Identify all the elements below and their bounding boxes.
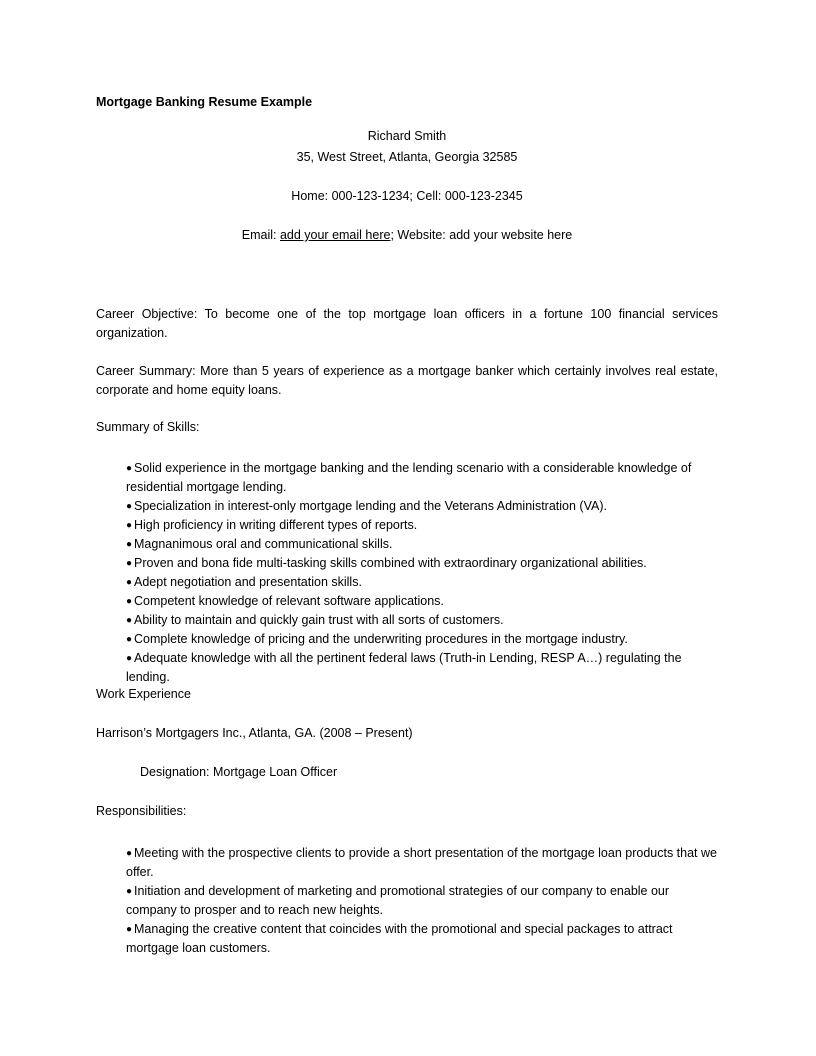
bullet-icon: ●: [126, 924, 133, 935]
skill-item: [126, 649, 718, 687]
skill-item-text: High proficiency in writing different types of reports.: [134, 518, 418, 532]
bullet-icon: ●: [126, 577, 133, 588]
candidate-phones: Home: 000-123-1234; Cell: 000-123-2345: [291, 189, 523, 203]
bullet-icon: ●: [126, 463, 133, 474]
skill-item: [126, 459, 718, 497]
skill-item-text: Magnanimous oral and communicational skills.: [134, 537, 393, 551]
skill-item: [126, 516, 718, 535]
bullet-icon: ●: [126, 539, 133, 550]
skill-item: [126, 554, 718, 573]
candidate-address: 35, West Street, Atlanta, Georgia 32585: [296, 150, 518, 164]
bullet-icon: ●: [126, 848, 133, 859]
skill-item: [126, 611, 718, 630]
skill-item: [126, 573, 718, 592]
skills-list: [126, 459, 718, 687]
responsibilities-list: [126, 844, 718, 958]
bullet-icon: ●: [126, 615, 133, 626]
responsibility-item: [126, 882, 718, 920]
employer-line: Harrison’s Mortgagers Inc., Atlanta, GA. (2008 – Present): [96, 726, 413, 740]
skill-item: [126, 630, 718, 649]
work-experience-heading: Work Experience: [96, 687, 191, 701]
bullet-icon: ●: [126, 596, 133, 607]
bullet-icon: ●: [126, 520, 133, 531]
responsibility-item: [126, 920, 718, 958]
skill-item-text: Proven and bona fide multi-tasking skills combined with extraordinary organizational abilities.: [134, 556, 647, 570]
bullet-icon: ●: [126, 501, 133, 512]
designation-line: Designation: Mortgage Loan Officer: [140, 765, 338, 779]
skill-item-text: Solid experience in the mortgage banking and the lending scenario with a considerable knowledge of residential mortgage lending.: [126, 461, 692, 494]
skill-item: [126, 592, 718, 611]
skill-item: [126, 535, 718, 554]
career-objective: Career Objective: To become one of the top mortgage loan officers in a fortune 100 financial services organization.: [96, 307, 718, 340]
responsibility-item-text: Initiation and development of marketing and promotional strategies of our company to enable our company to prosper and to reach new heights.: [126, 884, 670, 917]
responsibility-item-text: Managing the creative content that coincides with the promotional and special packages to attract mortgage loan customers.: [126, 922, 673, 955]
bullet-icon: ●: [126, 886, 133, 897]
email-label: Email:: [241, 228, 280, 242]
skill-item-text: Complete knowledge of pricing and the underwriting procedures in the mortgage industry.: [134, 632, 628, 646]
skill-item: [126, 497, 718, 516]
skill-item-text: Ability to maintain and quickly gain trust with all sorts of customers.: [134, 613, 504, 627]
contact-line: [96, 228, 718, 242]
document-title: Mortgage Banking Resume Example: [96, 95, 313, 109]
email-link[interactable]: add your email here: [279, 228, 391, 242]
responsibility-item-text: Meeting with the prospective clients to provide a short presentation of the mortgage loan products that we offer.: [126, 846, 717, 879]
skill-item-text: Competent knowledge of relevant software applications.: [134, 594, 444, 608]
website-text: ; Website: add your website here: [390, 228, 573, 242]
skill-item-text: Adequate knowledge with all the pertinent federal laws (Truth-in Lending, RESP A…) regulating the lending.: [126, 651, 682, 684]
responsibility-item: [126, 844, 718, 882]
bullet-icon: ●: [126, 634, 133, 645]
bullet-icon: ●: [126, 558, 133, 569]
skill-item-text: Adept negotiation and presentation skills.: [134, 575, 362, 589]
candidate-name: Richard Smith: [367, 129, 447, 143]
responsibilities-heading: Responsibilities:: [96, 804, 187, 818]
skills-heading: Summary of Skills:: [96, 420, 200, 434]
career-summary: Career Summary: More than 5 years of experience as a mortgage banker which certainly involves real estate, corporate and home equity loans.: [96, 364, 718, 397]
skill-item-text: Specialization in interest-only mortgage lending and the Veterans Administration (VA).: [134, 499, 607, 513]
bullet-icon: ●: [126, 653, 133, 664]
